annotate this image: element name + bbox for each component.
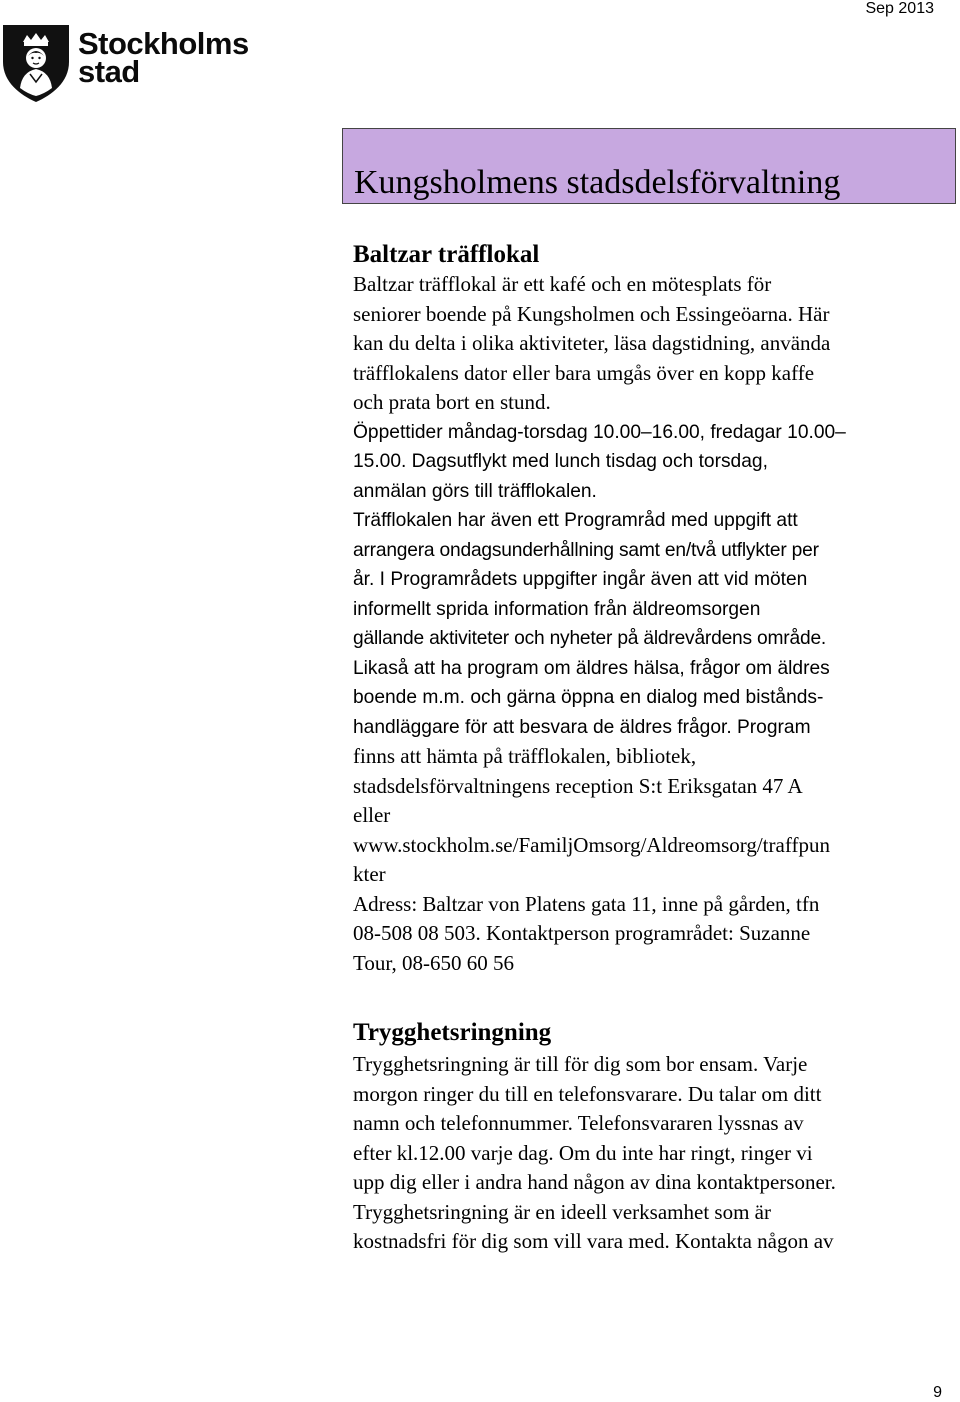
paragraph-line: anmälan görs till träfflokalen.: [353, 480, 597, 502]
page-number: 9: [933, 1384, 942, 1401]
paragraph-line: Träfflokalen har även ett Programråd med uppgift att: [353, 510, 798, 531]
paragraph-line: upp dig eller i andra hand någon av dina kontaktpersoner.: [353, 1170, 836, 1194]
paragraph-line: efter kl.12.00 varje dag. Om du inte har ringt, ringer vi: [353, 1140, 813, 1165]
paragraph-line: Öppettider måndag-torsdag 10.00–16.00, fredagar 10.00–: [353, 421, 846, 443]
paragraph-line: arrangera ondagsunderhållning samt en/två utflykter per: [353, 539, 819, 561]
paragraph-line: Trygghetsringning är en ideell verksamhet som är: [353, 1199, 771, 1224]
paragraph-line: kan du delta i olika aktiviteter, läsa dagstidning, använda: [353, 331, 831, 355]
paragraph-line: Likaså att ha program om äldres hälsa, frågor om äldres: [353, 657, 830, 679]
paragraph-line: kostnadsfri för dig som vill vara med. Kontakta någon av: [353, 1229, 834, 1253]
paragraph-line: eller: [353, 803, 391, 827]
stockholms-stad-logo: [0, 22, 250, 108]
section-heading-trygghetsringning: Trygghetsringning: [353, 1019, 552, 1046]
paragraph-line: år. I Programrådets uppgifter ingår även att vid möten: [353, 569, 808, 590]
banner-title: Kungsholmens stadsdelsförvaltning: [354, 164, 841, 201]
paragraph-line: Trygghetsringning är till för dig som bor ensam. Varje: [353, 1052, 808, 1076]
paragraph-line: handläggare för att besvara de äldres frågor. Program: [353, 716, 811, 738]
paragraph-line: stadsdelsförvaltningens reception S:t Eriksgatan 47 A: [353, 773, 803, 798]
paragraph-line: finns att hämta på träfflokalen, bibliotek,: [353, 744, 697, 768]
logo-text-line1: Stockholms: [78, 26, 249, 61]
section-trygghetsringning: [353, 1016, 953, 1257]
paragraph-line: kter: [353, 862, 386, 886]
paragraph-line: träfflokalens dator eller bara umgås över en kopp kaffe: [353, 360, 815, 385]
paragraph-line: gällande aktiviteter och nyheter på äldrevårdens område.: [353, 628, 827, 649]
paragraph-line: Tour, 08-650 60 56: [353, 950, 515, 975]
paragraph-line: boende m.m. och gärna öppna en dialog med bistånds-: [353, 687, 824, 708]
paragraph-line: Adress: Baltzar von Platens gata 11, inne på gården, tfn: [353, 891, 820, 916]
paragraph-line: 15.00. Dagsutflykt med lunch tisdag och torsdag,: [353, 451, 768, 472]
paragraph-line-url: www.stockholm.se/FamiljOmsorg/Aldreomsorg/traffpun: [353, 832, 830, 857]
paragraph-line: och prata bort en stund.: [353, 390, 551, 414]
paragraph-line: morgon ringer du till en telefonsvarare. Du talar om ditt: [353, 1081, 822, 1106]
logo-text-line2: stad: [78, 54, 140, 89]
paragraph-line: 08-508 08 503. Kontaktperson programrådet: Suzanne: [353, 921, 811, 945]
header-date: Sep 2013: [865, 0, 934, 17]
paragraph-line: seniorer boende på Kungsholmen och Essingeöarna. Här: [353, 301, 830, 326]
paragraph-line: informellt sprida information från äldreomsorgen: [353, 598, 761, 620]
section-heading-baltzar: Baltzar träfflokal: [353, 241, 540, 268]
section-baltzar: [353, 240, 953, 978]
city-shield-icon: [0, 22, 72, 104]
paragraph-line: namn och telefonnummer. Telefonsvararen lyssnas av: [353, 1111, 804, 1135]
title-banner: [342, 128, 956, 204]
paragraph-line: Baltzar träfflokal är ett kafé och en mötesplats för: [353, 272, 772, 296]
